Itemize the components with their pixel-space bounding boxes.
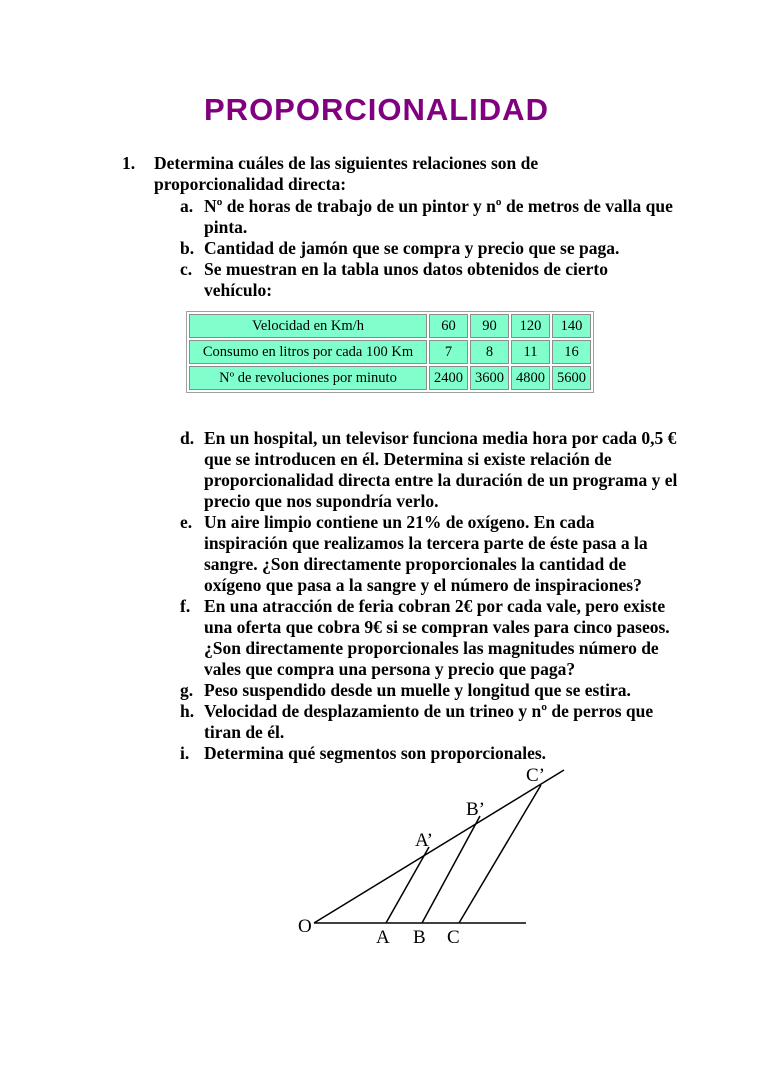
table-row (189, 366, 591, 390)
table-cell: 90 (470, 314, 509, 338)
item-label: c. (180, 259, 193, 279)
question-1 (122, 153, 642, 195)
label-b-prime: B’ (466, 799, 485, 820)
label-o: O (298, 916, 312, 937)
item-text: Determina qué segmentos son proporcionales. (204, 743, 547, 763)
item-label: d. (180, 428, 195, 448)
table-row (189, 340, 591, 364)
page-title: PROPORCIONALIDAD (204, 92, 549, 127)
segment-a-a2 (386, 847, 429, 923)
item-g (180, 680, 680, 701)
table-row (189, 314, 591, 338)
row-header: Velocidad en Km/h (189, 314, 427, 338)
item-text: Peso suspendido desde un muelle y longitud que se estira. (204, 680, 631, 700)
table-cell: 4800 (511, 366, 550, 390)
item-e (180, 512, 680, 596)
table-cell: 5600 (552, 366, 591, 390)
item-label: f. (180, 596, 191, 616)
item-label: h. (180, 701, 195, 721)
label-a-prime: A’ (415, 830, 433, 851)
table-cell: 60 (429, 314, 468, 338)
question-text: Determina cuáles de las siguientes relaciones son de proporcionalidad directa: (154, 153, 539, 194)
items-list-bottom (180, 428, 680, 764)
item-label: b. (180, 238, 195, 258)
label-c-prime: C’ (526, 765, 545, 786)
item-f (180, 596, 680, 680)
item-label: a. (180, 196, 194, 216)
table-cell: 120 (511, 314, 550, 338)
item-d (180, 428, 680, 512)
label-c: C (447, 927, 460, 948)
item-label: e. (180, 512, 193, 532)
thales-segments-figure (280, 760, 580, 950)
table-cell: 3600 (470, 366, 509, 390)
item-text: Velocidad de desplazamiento de un trineo y nº de perros que tiran de él. (204, 701, 654, 742)
vehicle-data-table (186, 311, 594, 393)
row-header: Nº de revoluciones por minuto (189, 366, 427, 390)
table-cell: 16 (552, 340, 591, 364)
table-cell: 140 (552, 314, 591, 338)
item-text: Cantidad de jamón que se compra y precio que se paga. (204, 238, 620, 258)
item-b (180, 238, 680, 259)
item-a (180, 196, 680, 238)
row-header: Consumo en litros por cada 100 Km (189, 340, 427, 364)
table-cell: 8 (470, 340, 509, 364)
item-h (180, 701, 680, 743)
item-text: Nº de horas de trabajo de un pintor y nº de metros de valla que pinta. (204, 196, 673, 237)
item-c (180, 259, 680, 301)
label-b: B (413, 927, 426, 948)
oblique-ray (314, 770, 564, 923)
question-number: 1. (122, 153, 136, 173)
item-label: i. (180, 743, 190, 763)
table-cell: 7 (429, 340, 468, 364)
label-a: A (376, 927, 390, 948)
table-cell: 11 (511, 340, 550, 364)
items-list-top (180, 196, 680, 301)
item-text: Se muestran en la tabla unos datos obtenidos de cierto vehículo: (204, 259, 608, 300)
item-text: Un aire limpio contiene un 21% de oxígeno. En cada inspiración que realizamos la tercera parte de éste pasa a la sangre. ¿Son directamente proporcionales la cantidad de oxígeno que pasa a la sangre y el número de inspiraciones? (204, 512, 648, 595)
item-label: g. (180, 680, 194, 700)
item-text: En un hospital, un televisor funciona media hora por cada 0,5 € que se introducen en él. Determina si existe relación de proporcionalidad directa entre la duración de un programa y el precio que nos supondría verlo. (204, 428, 678, 511)
item-text: En una atracción de feria cobran 2€ por cada vale, pero existe una oferta que cobra 9€ si se compran vales para cinco paseos. ¿Son directamente proporcionales las magnitudes número de vales que compra una persona y precio que paga? (204, 596, 670, 679)
table-cell: 2400 (429, 366, 468, 390)
